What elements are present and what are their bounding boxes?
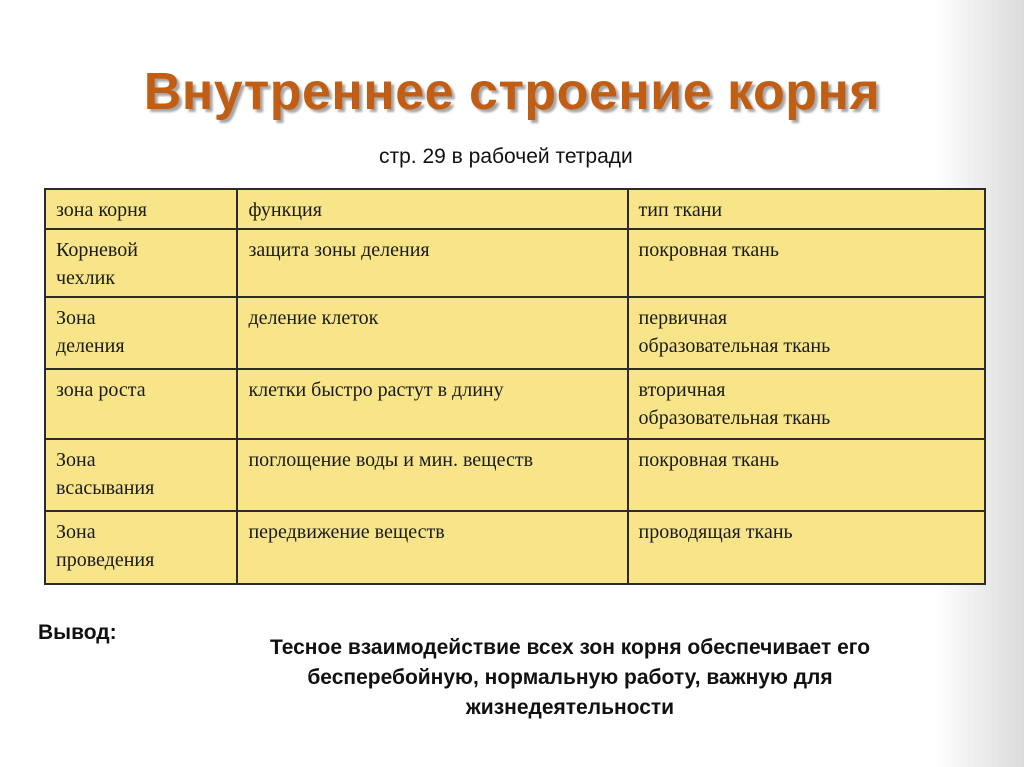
cell-zone: Зона всасывания bbox=[45, 439, 237, 511]
slide-title: Внутреннее строение корня bbox=[143, 63, 881, 121]
conclusion-text: Тесное взаимодействие всех зон корня обеспечивает его бесперебойную, нормальную работу, важную для жизнедеятельности bbox=[269, 636, 871, 719]
table-row bbox=[45, 369, 985, 439]
cell-tissue-type: вторичная образовательная ткань bbox=[628, 369, 985, 439]
cell-tissue-type: покровная ткань bbox=[628, 439, 985, 511]
table-row bbox=[45, 297, 985, 369]
header-zone: зона корня bbox=[45, 189, 237, 229]
cell-function: защита зоны деления bbox=[237, 229, 627, 297]
cell-tissue-type: проводящая ткань bbox=[628, 511, 985, 584]
table-row bbox=[45, 439, 985, 511]
cell-tissue-type: покровная ткань bbox=[628, 229, 985, 297]
cell-zone: зона роста bbox=[45, 369, 237, 439]
root-zones-table bbox=[44, 188, 986, 585]
cell-zone: Зона проведения bbox=[45, 511, 237, 584]
cell-function: деление клеток bbox=[237, 297, 627, 369]
header-tissue-type: тип ткани bbox=[628, 189, 985, 229]
slide-subtitle: стр. 29 в рабочей тетради bbox=[379, 145, 633, 168]
cell-tissue-type: первичная образовательная ткань bbox=[628, 297, 985, 369]
cell-function: поглощение воды и мин. веществ bbox=[237, 439, 627, 511]
header-function: функция bbox=[237, 189, 627, 229]
table-row bbox=[45, 511, 985, 584]
cell-zone: Корневой чехлик bbox=[45, 229, 237, 297]
table-row bbox=[45, 229, 985, 297]
cell-function: клетки быстро растут в длину bbox=[237, 369, 627, 439]
conclusion-label: Вывод: bbox=[38, 621, 117, 644]
cell-function: передвижение веществ bbox=[237, 511, 627, 584]
table-header-row bbox=[45, 189, 985, 229]
cell-zone: Зона деления bbox=[45, 297, 237, 369]
